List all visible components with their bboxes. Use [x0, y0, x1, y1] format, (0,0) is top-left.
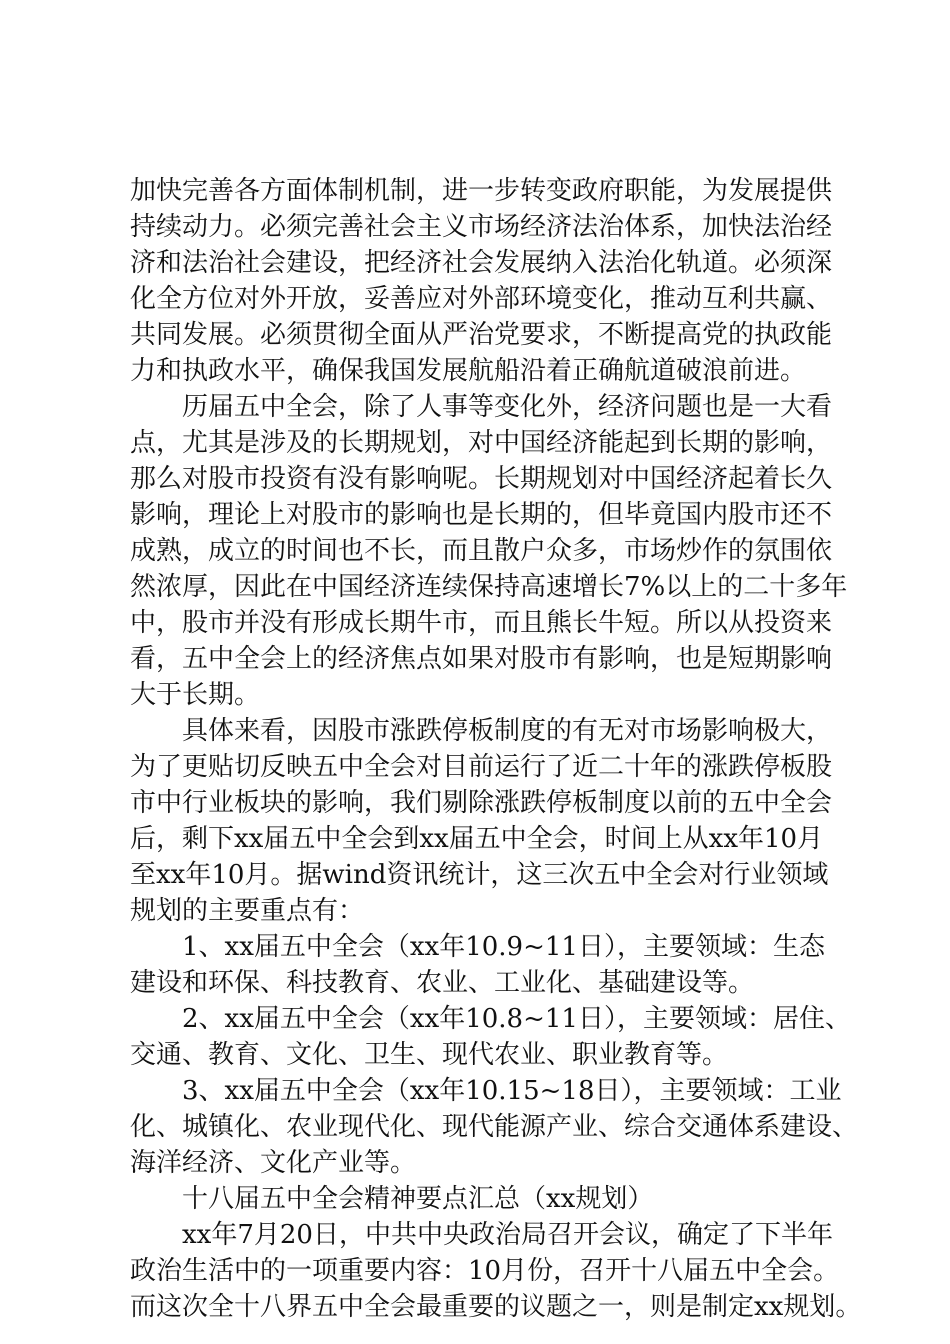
text-line: 化全方位对外开放，妥善应对外部环境变化，推动互利共赢、 — [130, 284, 833, 314]
text-line: 共同发展。必须贯彻全面从严治党要求，不断提高党的执政能 — [130, 320, 833, 350]
section-heading: 十八届五中全会精神要点汇总（xx规划） — [182, 1184, 654, 1214]
text-line: 持续动力。必须完善社会主义市场经济法治体系，加快法治经 — [130, 212, 833, 242]
text-line: 市中行业板块的影响，我们剔除涨跌停板制度以前的五中全会 — [130, 788, 833, 818]
text-line: 大于长期。 — [130, 680, 261, 710]
text-line: 具体来看，因股市涨跌停板制度的有无对市场影响极大， — [182, 716, 833, 746]
text-line: xx年7月20日，中共中央政治局召开会议，确定了下半年 — [182, 1220, 833, 1250]
text-line: 规划的主要重点有： — [130, 896, 365, 926]
text-line: 至xx年10月。据wind资讯统计，这三次五中全会对行业领域 — [130, 860, 829, 890]
text-line: 力和执政水平，确保我国发展航船沿着正确航道破浪前进。 — [130, 356, 807, 386]
text-line: 成熟，成立的时间也不长，而且散户众多，市场炒作的氛围依 — [130, 536, 833, 566]
text-line: 影响，理论上对股市的影响也是长期的，但毕竟国内股市还不 — [130, 500, 833, 530]
text-line: 建设和环保、科技教育、农业、工业化、基础建设等。 — [130, 968, 755, 998]
text-line: 那么对股市投资有没有影响呢。长期规划对中国经济起着长久 — [130, 464, 833, 494]
text-line: 看，五中全会上的经济焦点如果对股市有影响，也是短期影响 — [130, 644, 833, 674]
text-line: 然浓厚，因此在中国经济连续保持高速增长7%以上的二十多年 — [130, 572, 848, 602]
text-line: 而这次全十八界五中全会最重要的议题之一，则是制定xx规划。 — [130, 1292, 862, 1322]
text-line: 后，剩下xx届五中全会到xx届五中全会，时间上从xx年10月 — [130, 824, 824, 854]
text-line: 交通、教育、文化、卫生、现代农业、职业教育等。 — [130, 1040, 729, 1070]
text-line: 济和法治社会建设，把经济社会发展纳入法治化轨道。必须深 — [130, 248, 833, 278]
text-line: 化、城镇化、农业现代化、现代能源产业、综合交通体系建设、 — [130, 1112, 859, 1142]
text-line: 政治生活中的一项重要内容：10月份，召开十八届五中全会。 — [130, 1256, 840, 1286]
text-line: 点，尤其是涉及的长期规划，对中国经济能起到长期的影响， — [130, 428, 833, 458]
text-line: 中，股市并没有形成长期牛市，而且熊长牛短。所以从投资来 — [130, 608, 833, 638]
list-item: 2、xx届五中全会（xx年10.8~11日），主要领域：居住、 — [182, 1004, 851, 1034]
list-item: 3、xx届五中全会（xx年10.15~18日），主要领域：工业 — [182, 1076, 842, 1106]
text-line: 历届五中全会，除了人事等变化外，经济问题也是一大看 — [182, 392, 833, 422]
text-line: 加快完善各方面体制机制，进一步转变政府职能，为发展提供 — [130, 176, 833, 206]
list-item: 1、xx届五中全会（xx年10.9~11日），主要领域：生态 — [182, 932, 825, 962]
text-line: 海洋经济、文化产业等。 — [130, 1148, 417, 1178]
text-line: 为了更贴切反映五中全会对目前运行了近二十年的涨跌停板股 — [130, 752, 833, 782]
